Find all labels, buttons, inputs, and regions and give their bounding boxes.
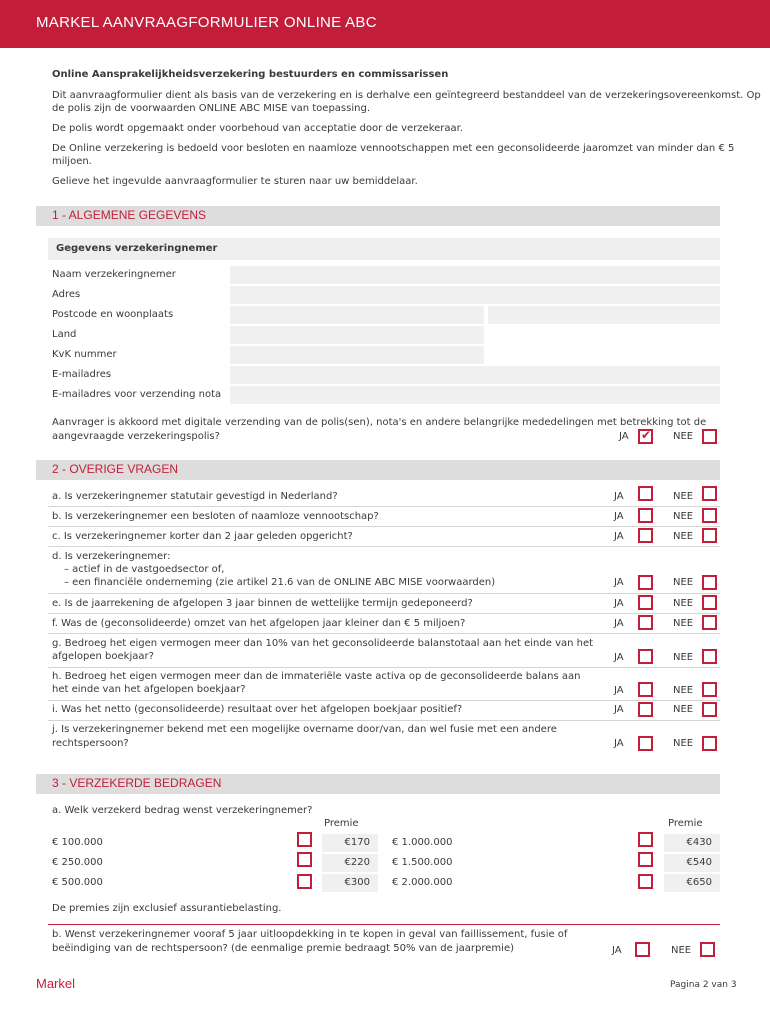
consent-line1: Aanvrager is akkoord met digitale verzending van de polis(sen), nota's en andere belangrijke mededelingen met betrekking tot de	[52, 417, 707, 428]
q-j-ja-checkbox[interactable]	[638, 736, 653, 751]
q-d-ja-checkbox[interactable]	[638, 575, 653, 590]
q-d-nee-checkbox[interactable]	[702, 575, 717, 590]
amount-checkbox[interactable]	[297, 874, 312, 889]
q-b-nee-checkbox[interactable]	[702, 508, 717, 523]
q-f-nee-label: NEE	[673, 618, 694, 629]
section1-title: 1 - ALGEMENE GEGEVENS	[52, 208, 207, 222]
premie-value: €650	[664, 874, 720, 892]
field-label-name: Naam verzekeringnemer	[52, 269, 176, 280]
q-d-ja-label: JA	[614, 577, 624, 588]
section3-question-b-line2: beëindiging van de rechtspersoon? (de eenmalige premie bedraagt 50% van de jaarpremie)	[52, 943, 515, 954]
question-c: c. Is verzekeringnemer korter dan 2 jaar geleden opgericht?	[52, 531, 353, 542]
question-e: e. Is de jaarrekening de afgelopen 3 jaar binnen de wettelijke termijn gedeponeerd?	[52, 598, 473, 609]
separator	[48, 667, 720, 668]
page-title: MARKEL AANVRAAGFORMULIER ONLINE ABC	[36, 14, 377, 31]
q-i-ja-label: JA	[614, 704, 624, 715]
q-b-ja-checkbox[interactable]	[638, 508, 653, 523]
q3b-nee-checkbox[interactable]	[700, 942, 715, 957]
q-a-nee-label: NEE	[673, 491, 694, 502]
consent-nee-label: NEE	[673, 431, 694, 442]
name-field[interactable]	[230, 266, 720, 284]
address-field[interactable]	[230, 286, 720, 304]
premie-value: €220	[322, 854, 378, 872]
question-h-line2: het einde van het afgelopen boekjaar?	[52, 684, 246, 695]
field-label-country: Land	[52, 329, 77, 340]
q-d-nee-label: NEE	[673, 577, 694, 588]
consent-line2: aangevraagde verzekeringspolis?	[52, 431, 220, 442]
question-d-line3: – een financiële onderneming (zie artikel 21.6 van de ONLINE ABC MISE voorwaarden)	[64, 577, 496, 588]
separator	[48, 720, 720, 721]
q-j-nee-label: NEE	[673, 738, 694, 749]
q-b-ja-label: JA	[614, 511, 624, 522]
amount-checkbox[interactable]	[297, 852, 312, 867]
q-c-nee-label: NEE	[673, 531, 694, 542]
premie-header-left: Premie	[324, 818, 359, 829]
field-label-email: E-mailadres	[52, 369, 112, 380]
q-a-ja-label: JA	[614, 491, 624, 502]
amount-option: € 1.000.000	[392, 837, 453, 848]
field-label-email-invoice: E-mailadres voor verzending nota	[52, 389, 222, 400]
section3-question-b-line1: b. Wenst verzekeringnemer vooraf 5 jaar uitloopdekking in te kopen in geval van faillissement, fusie of	[52, 929, 568, 940]
q-b-nee-label: NEE	[673, 511, 694, 522]
q-e-ja-label: JA	[614, 598, 624, 609]
separator	[48, 546, 720, 547]
premie-value: €170	[322, 834, 378, 852]
amount-option: € 250.000	[52, 857, 103, 868]
intro-p3-line1: De Online verzekering is bedoeld voor besloten en naamloze vennootschappen met een geconsolideerde jaaromzet van minder dan € 5	[52, 143, 735, 154]
q-h-ja-checkbox[interactable]	[638, 682, 653, 697]
q-g-ja-checkbox[interactable]	[638, 649, 653, 664]
q-c-nee-checkbox[interactable]	[702, 528, 717, 543]
q-e-ja-checkbox[interactable]	[638, 595, 653, 610]
q-i-ja-checkbox[interactable]	[638, 702, 653, 717]
footer-logo: Markel	[36, 976, 76, 991]
q3b-ja-label: JA	[612, 945, 622, 956]
intro-p1-line2: de polis zijn de voorwaarden ONLINE ABC MISE van toepassing.	[52, 103, 370, 114]
q-a-nee-checkbox[interactable]	[702, 486, 717, 501]
email-invoice-field[interactable]	[230, 386, 720, 404]
q-h-ja-label: JA	[614, 685, 624, 696]
question-i: i. Was het netto (geconsolideerde) resultaat over het afgelopen boekjaar positief?	[52, 704, 463, 715]
q-i-nee-label: NEE	[673, 704, 694, 715]
q-e-nee-checkbox[interactable]	[702, 595, 717, 610]
question-a: a. Is verzekeringnemer statutair gevestigd in Nederland?	[52, 491, 338, 502]
q-h-nee-checkbox[interactable]	[702, 682, 717, 697]
intro-p4: Gelieve het ingevulde aanvraagformulier te sturen naar uw bemiddelaar.	[52, 176, 418, 187]
q-f-ja-label: JA	[614, 618, 624, 629]
intro-heading: Online Aansprakelijkheidsverzekering bestuurders en commissarissen	[52, 69, 449, 80]
question-d-line1: d. Is verzekeringnemer:	[52, 551, 171, 562]
premie-value: €540	[664, 854, 720, 872]
section3-question-a: a. Welk verzekerd bedrag wenst verzekeringnemer?	[52, 805, 313, 816]
q-c-ja-label: JA	[614, 531, 624, 542]
consent-ja-label: JA	[619, 431, 629, 442]
field-label-kvk: KvK nummer	[52, 349, 117, 360]
q3b-nee-label: NEE	[671, 945, 692, 956]
section1-subtitle: Gegevens verzekeringnemer	[56, 243, 218, 254]
premie-note: De premies zijn exclusief assurantiebelasting.	[52, 903, 282, 914]
amount-checkbox[interactable]	[638, 832, 653, 847]
consent-nee-checkbox[interactable]	[702, 429, 717, 444]
separator	[48, 924, 720, 925]
section2-title: 2 - OVERIGE VRAGEN	[52, 462, 179, 476]
amount-option: € 500.000	[52, 877, 103, 888]
q-h-nee-label: NEE	[673, 685, 694, 696]
amount-option: € 100.000	[52, 837, 103, 848]
question-g-line1: g. Bedroeg het eigen vermogen meer dan 10% van het geconsolideerde balanstotaal aan het einde van het	[52, 638, 594, 649]
premie-header-right: Premie	[668, 818, 703, 829]
premie-value: €430	[664, 834, 720, 852]
intro-p2: De polis wordt opgemaakt onder voorbehoud van acceptatie door de verzekeraar.	[52, 123, 464, 134]
separator	[48, 633, 720, 634]
field-label-address: Adres	[52, 289, 81, 300]
intro-p1-line1: Dit aanvraagformulier dient als basis van de verzekering en is derhalve een geïntegreerd bestanddeel van de verzekeringsovereenkomst. Op	[52, 90, 761, 101]
amount-checkbox[interactable]	[638, 852, 653, 867]
question-j-line1: j. Is verzekeringnemer bekend met een mogelijke overname door/van, dan wel fusie met een andere	[52, 724, 557, 735]
section3-title: 3 - VERZEKERDE BEDRAGEN	[52, 776, 222, 790]
city-field[interactable]	[488, 306, 720, 324]
kvk-field[interactable]	[230, 346, 484, 364]
country-field[interactable]	[230, 326, 484, 344]
field-label-postcode: Postcode en woonplaats	[52, 309, 174, 320]
q-i-nee-checkbox[interactable]	[702, 702, 717, 717]
question-d-line2: – actief in de vastgoedsector of,	[64, 564, 225, 575]
q-g-nee-checkbox[interactable]	[702, 649, 717, 664]
q-e-nee-label: NEE	[673, 598, 694, 609]
q-a-ja-checkbox[interactable]	[638, 486, 653, 501]
question-f: f. Was de (geconsolideerde) omzet van het afgelopen jaar kleiner dan € 5 miljoen?	[52, 618, 466, 629]
question-b: b. Is verzekeringnemer een besloten of naamloze vennootschap?	[52, 511, 379, 522]
q-f-ja-checkbox[interactable]	[638, 615, 653, 630]
postcode-field[interactable]	[230, 306, 484, 324]
question-g-line2: afgelopen boekjaar?	[52, 651, 154, 662]
separator	[48, 593, 720, 594]
q-f-nee-checkbox[interactable]	[702, 615, 717, 630]
amount-checkbox[interactable]	[297, 832, 312, 847]
q3b-ja-checkbox[interactable]	[635, 942, 650, 957]
q-j-ja-label: JA	[614, 738, 624, 749]
separator	[48, 506, 720, 507]
question-j-line2: rechtspersoon?	[52, 738, 129, 749]
question-h-line1: h. Bedroeg het eigen vermogen meer dan de immateriële vaste activa op de geconsolideerde balans aan	[52, 671, 581, 682]
separator	[48, 526, 720, 527]
q-j-nee-checkbox[interactable]	[702, 736, 717, 751]
amount-checkbox[interactable]	[638, 874, 653, 889]
amount-option: € 2.000.000	[392, 877, 453, 888]
separator	[48, 613, 720, 614]
q-g-nee-label: NEE	[673, 652, 694, 663]
amount-option: € 1.500.000	[392, 857, 453, 868]
q-c-ja-checkbox[interactable]	[638, 528, 653, 543]
premie-value: €300	[322, 874, 378, 892]
q-g-ja-label: JA	[614, 652, 624, 663]
page-number: Pagina 2 van 3	[670, 980, 737, 990]
intro-p3-line2: miljoen.	[52, 156, 92, 167]
separator	[48, 700, 720, 701]
email-field[interactable]	[230, 366, 720, 384]
consent-ja-checkbox[interactable]	[638, 429, 653, 444]
